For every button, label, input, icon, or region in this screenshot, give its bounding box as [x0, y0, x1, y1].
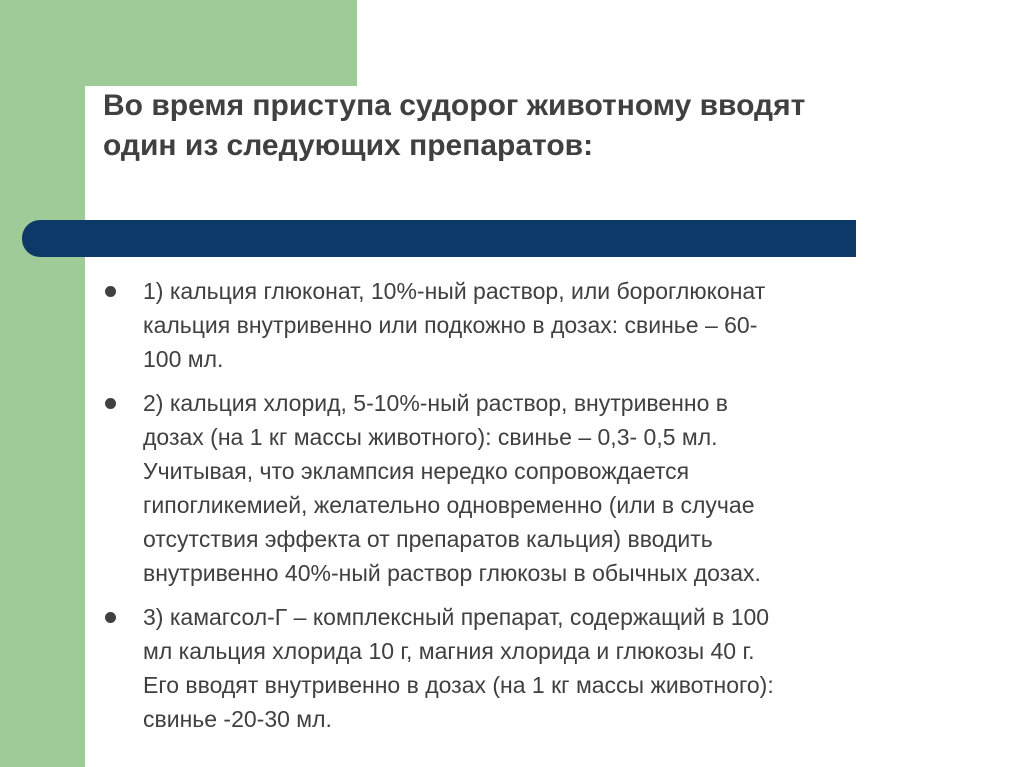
list-item-line: кальция внутривенно или подкожно в дозах: свинье – 60- [143, 312, 758, 338]
list-item-line: 1) кальция глюконат, 10%-ный раствор, или бороглюконат [143, 278, 766, 304]
green-accent-left [0, 0, 85, 767]
list-item-line: Его вводят внутривенно в дозах (на 1 кг массы животного): [143, 672, 774, 698]
list-item-line: 100 мл. [143, 346, 224, 372]
list-item-line: Учитывая, что эклампсия нередко сопровождается [143, 458, 690, 484]
list-item [103, 600, 933, 736]
slide-title-line: Во время приступа судорог животному вводят [103, 89, 806, 122]
list-item [103, 274, 933, 376]
list-item-line: внутривенно 40%-ный раствор глюкозы в обычных дозах. [143, 560, 761, 586]
list-item-line: 2) кальция хлорид, 5-10%-ный раствор, внутривенно в [143, 390, 728, 416]
bullet-dot-icon [105, 398, 116, 409]
list-item-line: гипогликемией, желательно одновременно (или в случае [143, 492, 755, 518]
slide-title-line: один из следующих препаратов: [103, 129, 594, 162]
bullet-dot-icon [105, 612, 116, 623]
bullet-dot-icon [105, 286, 116, 297]
list-item-line: свинье -20-30 мл. [143, 706, 332, 732]
title-underline-bar [22, 220, 856, 257]
bullet-list [103, 274, 933, 746]
list-item-line: 3) камагсол-Г – комплексный препарат, содержащий в 100 [143, 604, 770, 630]
list-item-line: отсутствия эффекта от препаратов кальция) вводить [143, 526, 713, 552]
list-item-line: мл кальция хлорида 10 г, магния хлорида и глюкозы 40 г. [143, 638, 755, 664]
list-item-line: дозах (на 1 кг массы животного): свинье – 0,3- 0,5 мл. [143, 424, 718, 450]
slide-title [103, 86, 933, 166]
list-item [103, 386, 933, 590]
